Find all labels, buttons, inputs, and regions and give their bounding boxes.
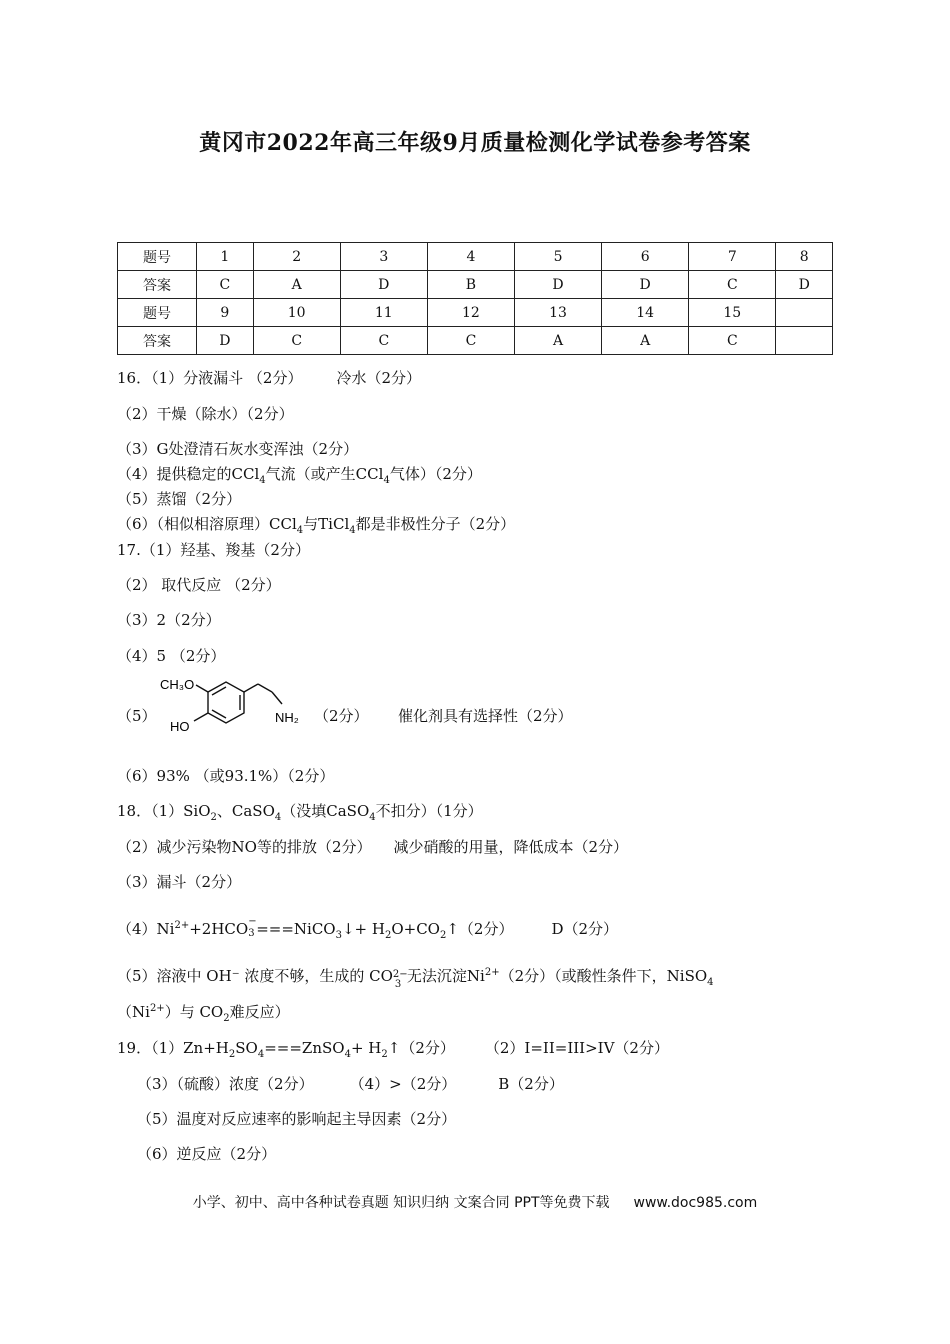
q18-line-1: 18．（1）SiO$_2$、CaSO$_4$（没填CaSO$_4$不扣分）（1分）: [117, 802, 483, 823]
footer-text: 小学、初中、高中各种试卷真题 知识归纳 文案合同 PPT等免费下载: [192, 1195, 610, 1211]
table-cell: C: [689, 271, 776, 299]
q16-1-answer: 16．（1）分液漏斗 （2分）: [117, 369, 303, 387]
q17-line-1: 17.（1）羟基、羧基（2分）: [117, 541, 310, 559]
table-cell: C: [340, 327, 427, 355]
q18-line-3: （3）漏斗（2分）: [117, 873, 242, 891]
q17-line-6: （6）93% （或93.1%）（2分）: [117, 767, 335, 785]
table-cell: 3: [340, 243, 427, 271]
table-cell: C: [689, 327, 776, 355]
q17-line-5-score: （2分）: [314, 707, 369, 725]
table-cell: 5: [514, 243, 601, 271]
hydroxy-bond: [194, 713, 208, 721]
chain-bond-3: [272, 692, 282, 704]
answer-table: [117, 242, 833, 355]
table-cell: D: [197, 327, 254, 355]
table-row: [118, 327, 833, 355]
q19-line-3: （5）温度对反应速率的影响起主导因素（2分）: [137, 1110, 457, 1128]
q19-line-2: （3）（硫酸）浓度（2分） （4）>（2分） B（2分）: [137, 1075, 564, 1093]
table-row-header: 答案: [118, 327, 197, 355]
q17-line-4: （4）5 （2分）: [117, 647, 226, 665]
q16-line-3: （3）G处澄清石灰水变浑浊（2分）: [117, 440, 359, 458]
table-cell: 10: [253, 299, 340, 327]
q16-line-2: （2）干燥（除水）（2分）: [117, 405, 294, 423]
table-cell: 2: [253, 243, 340, 271]
table-cell: 12: [427, 299, 514, 327]
table-cell: D: [776, 271, 833, 299]
table-cell: A: [514, 327, 601, 355]
q19-line-1: 19．$(1)Zn+H_2SO_4===ZnSO_4+$ $H_2↑(2$分） （2）Ⅰ=II=III>IV（2分）: [117, 1039, 669, 1060]
q18-line-4: $(4)Ni^{2+}+2HCO$ − 3 ===NiCO$_3$↓+ $H_2O+CO_2↑(2$分） D（2分）: [117, 916, 619, 941]
table-row: [118, 243, 833, 271]
q17-line-2: （2） 取代反应 （2分）: [117, 576, 281, 594]
q17-line-5-b: 催化剂具有选择性（2分）: [398, 707, 573, 725]
table-cell: 6: [602, 243, 689, 271]
q17-line-3: （3）2（2分）: [117, 611, 221, 629]
chain-bond-2: [258, 684, 272, 692]
page-title: 黄冈市2022年高三年级9月质量检测化学试卷参考答案: [199, 130, 751, 156]
amine-label: NH₂: [275, 710, 299, 725]
table-cell: 8: [776, 243, 833, 271]
structure-formula-diagram: [158, 677, 308, 739]
q16-1-answer-b: 冷水（2分）: [336, 369, 421, 387]
table-cell: C: [197, 271, 254, 299]
table-cell: D: [340, 271, 427, 299]
table-cell: 11: [340, 299, 427, 327]
table-cell: A: [602, 327, 689, 355]
footer-url[interactable]: www.doc985.com: [633, 1195, 758, 1211]
table-cell: 15: [689, 299, 776, 327]
table-row-header: 答案: [118, 271, 197, 299]
table-cell: D: [514, 271, 601, 299]
footer: [0, 1192, 950, 1212]
q18-line-2: （2）减少污染物NO等的排放（2分） 减少硝酸的用量，降低成本（2分）: [117, 838, 629, 856]
table-row-header: 题号: [118, 299, 197, 327]
q18-line-5: （5）溶液中 OH⁻ 浓度不够，生成的 CO 2− 3 无法沉淀$Ni^{2+}(2$分）（或酸性条件下，NiSO$_4$: [117, 967, 714, 990]
methoxy-label: CH₃O: [160, 677, 195, 692]
table-cell: A: [253, 271, 340, 299]
table-cell: 4: [427, 243, 514, 271]
table-cell: C: [253, 327, 340, 355]
table-row: [118, 271, 833, 299]
q16-line-6: （6）（相似相溶原理）CCl$_4$与TiCl$_4$都是非极性分子（2分）: [117, 515, 516, 536]
table-row-header: 题号: [118, 243, 197, 271]
table-cell: 14: [602, 299, 689, 327]
table-cell: 9: [197, 299, 254, 327]
table-cell: B: [427, 271, 514, 299]
table-cell: 1: [197, 243, 254, 271]
table-cell: 13: [514, 299, 601, 327]
hydroxy-label: HO: [170, 719, 190, 734]
table-cell: [776, 327, 833, 355]
q17-line-5-prefix: （5）: [117, 707, 157, 725]
q16-line-1: [117, 367, 421, 388]
chain-bond-1: [244, 684, 258, 692]
q16-line-5: （5）蒸馏（2分）: [117, 490, 242, 508]
q18-line-6: $(Ni^{2+})$与 $CO_2$难反应）: [117, 1003, 290, 1024]
benzene-ring: [208, 682, 244, 723]
methoxy-bond: [196, 685, 208, 692]
table-cell: 7: [689, 243, 776, 271]
q19-line-4: （6）逆反应（2分）: [137, 1145, 277, 1163]
table-cell: C: [427, 327, 514, 355]
table-cell: [776, 299, 833, 327]
table-row: [118, 299, 833, 327]
q16-line-4: （4）提供稳定的CCl$_4$气流（或产生CCl$_4$气体）（2分）: [117, 465, 482, 486]
table-cell: D: [602, 271, 689, 299]
